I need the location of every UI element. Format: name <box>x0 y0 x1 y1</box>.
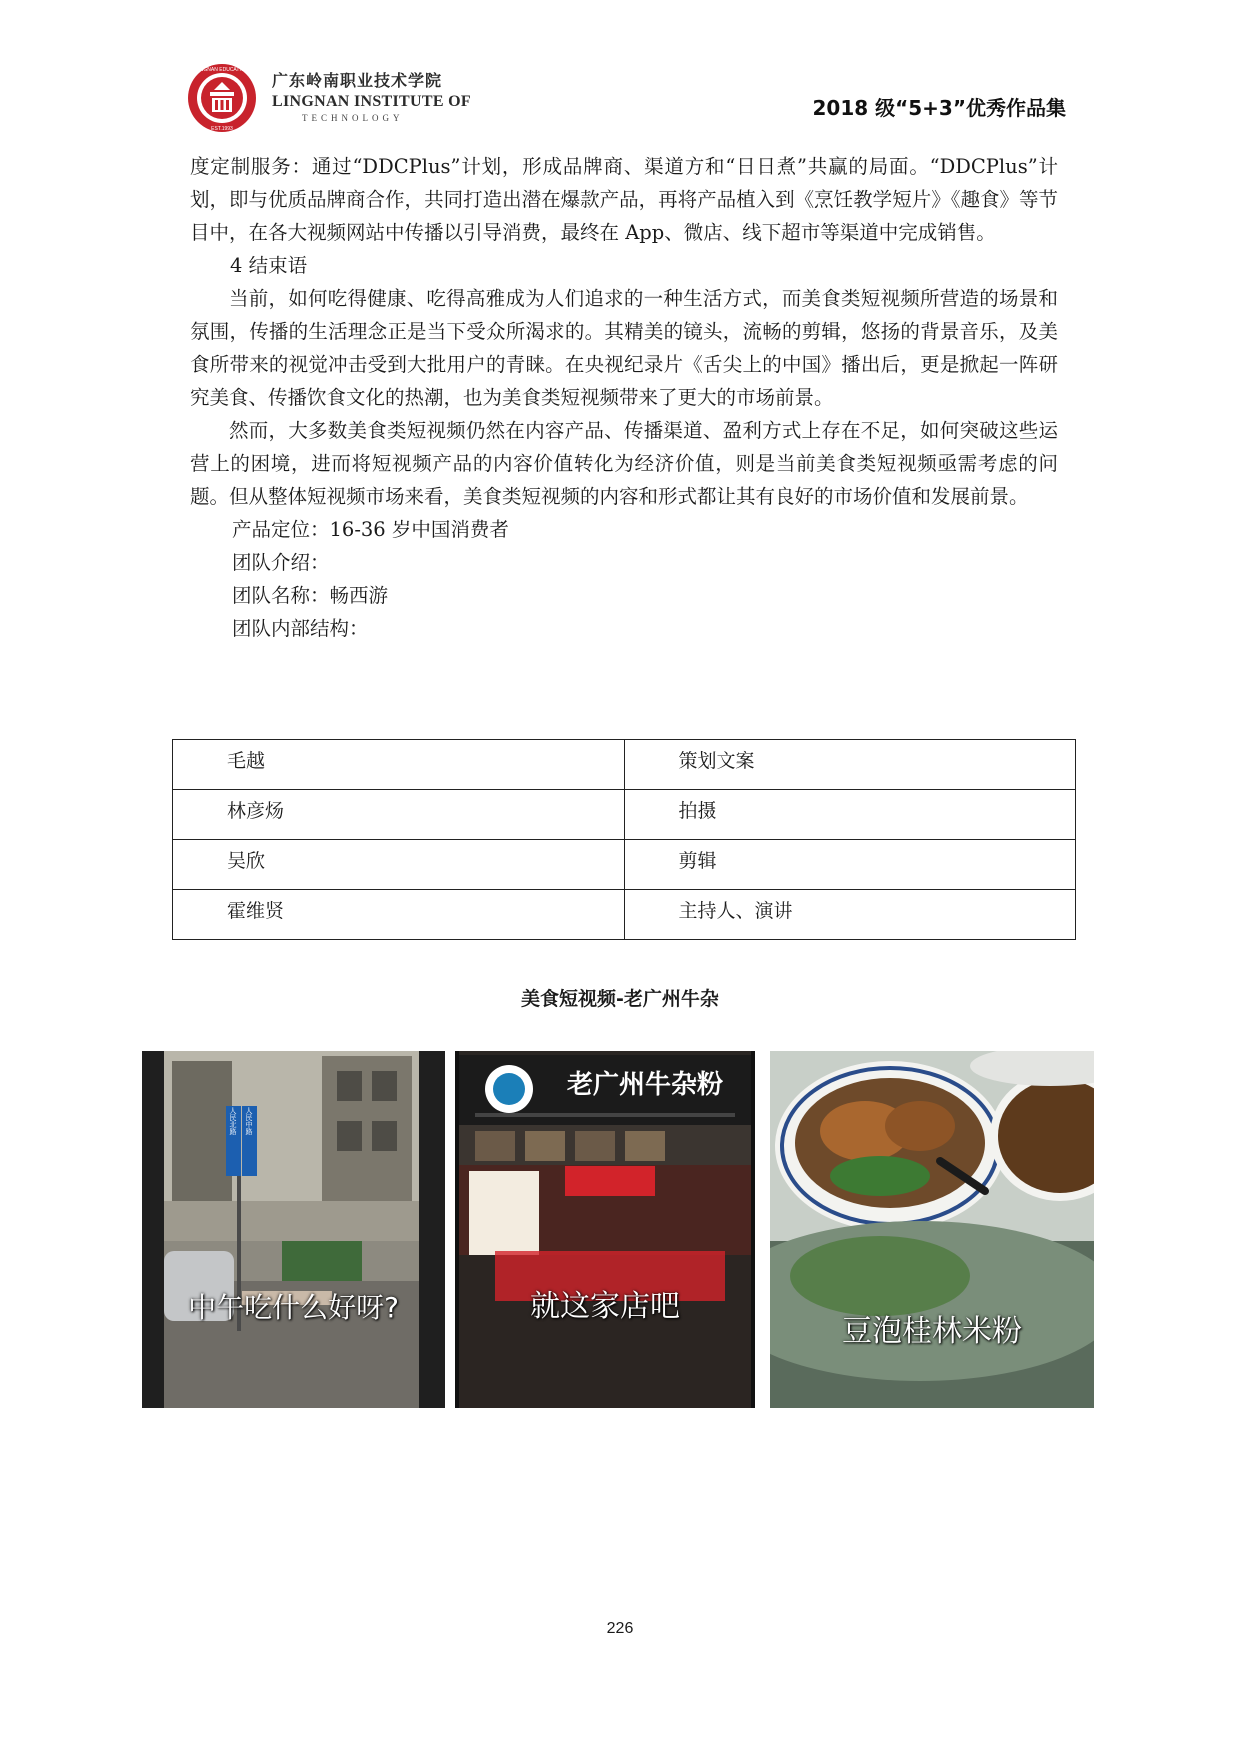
paragraph-however: 然而，大多数美食类短视频仍然在内容产品、传播渠道、盈利方式上存在不足，如何突破这些运营上的困境，进而将短视频产品的内容价值转化为经济价值，则是当前美食类短视频亟需考虑的问题。但从整体短视频市场来看，美食类短视频的内容和形式都让其有良好的市场价值和发展前景。 <box>190 419 1058 508</box>
member-name: 霍维贤 <box>173 890 625 940</box>
team-table <box>172 739 1076 940</box>
member-name: 吴欣 <box>173 840 625 890</box>
shop-photo-image <box>455 1051 755 1408</box>
photo-shop <box>455 1051 755 1408</box>
team-name: 团队名称：畅西游 <box>232 584 389 607</box>
svg-text:LINGNAN EDUCATION: LINGNAN EDUCATION <box>195 67 249 73</box>
svg-text:EST.1993: EST.1993 <box>211 126 233 132</box>
street-photo-image <box>142 1051 445 1408</box>
table-row <box>173 890 1076 940</box>
svg-text:人民北路: 人民北路 <box>229 1107 237 1135</box>
school-logo <box>186 62 258 134</box>
school-name-en-2: TECHNOLOGY <box>302 113 404 123</box>
table-row <box>173 840 1076 890</box>
paragraph-current: 当前，如何吃得健康、吃得高雅成为人们追求的一种生活方式，而美食类短视频所营造的场景和氛围，传播的生活理念正是当下受众所渴求的。其精美的镜头，流畅的剪辑，悠扬的背景音乐，及美食所带来的视觉冲击受到大批用户的青睐。在央视纪录片《舌尖上的中国》播出后，更是掀起一阵研究美食、传播饮食文化的热潮，也为美食类短视频带来了更大的市场前景。 <box>190 287 1058 409</box>
member-name: 林彦炀 <box>173 790 625 840</box>
paragraph-ddcplus: 度定制服务：通过“DDCPlus”计划，形成品牌商、渠道方和“日日煮”共赢的局面。“DDCPlus”计划，即与优质品牌商合作，共同打造出潜在爆款产品，再将产品植入到《烹饪教学短片》《趣食》等节目中，在各大视频网站中传播以引导消费，最终在 App、微店、线下超市等渠道中完成销售。 <box>190 155 1058 244</box>
member-role: 剪辑 <box>624 840 1076 890</box>
product-positioning: 产品定位：16-36 岁中国消费者 <box>232 518 509 541</box>
school-name-cn: 广东岭南职业技术学院 <box>272 71 443 90</box>
page-header <box>186 62 1066 136</box>
food-subtitle: 豆泡桂林米粉 <box>842 1314 1022 1349</box>
shop-subtitle: 就这家店吧 <box>530 1289 680 1324</box>
street-subtitle: 中午吃什么好呀? <box>188 1291 399 1324</box>
svg-text:人民中路: 人民中路 <box>245 1107 253 1135</box>
member-name: 毛越 <box>173 740 625 790</box>
food-photo-image <box>770 1051 1094 1408</box>
svg-text:老广州牛杂粉: 老广州牛杂粉 <box>566 1070 724 1100</box>
member-role: 主持人、演讲 <box>624 890 1076 940</box>
collection-title: 2018 级“5+3”优秀作品集 <box>812 96 1066 120</box>
member-role: 拍摄 <box>624 790 1076 840</box>
page-number: 226 <box>606 1620 634 1637</box>
team-intro: 团队介绍： <box>232 551 330 574</box>
body-text <box>190 150 1058 645</box>
section-heading-conclusion: 4 结束语 <box>230 254 308 277</box>
table-row <box>173 790 1076 840</box>
photo-food <box>770 1051 1094 1408</box>
member-role: 策划文案 <box>624 740 1076 790</box>
photo-street <box>142 1051 445 1408</box>
school-name-en: LINGNAN INSTITUTE OF <box>272 93 471 110</box>
team-structure: 团队内部结构： <box>232 617 369 640</box>
table-row <box>173 740 1076 790</box>
figure-caption: 美食短视频-老广州牛杂 <box>521 988 719 1010</box>
school-name <box>272 68 532 123</box>
